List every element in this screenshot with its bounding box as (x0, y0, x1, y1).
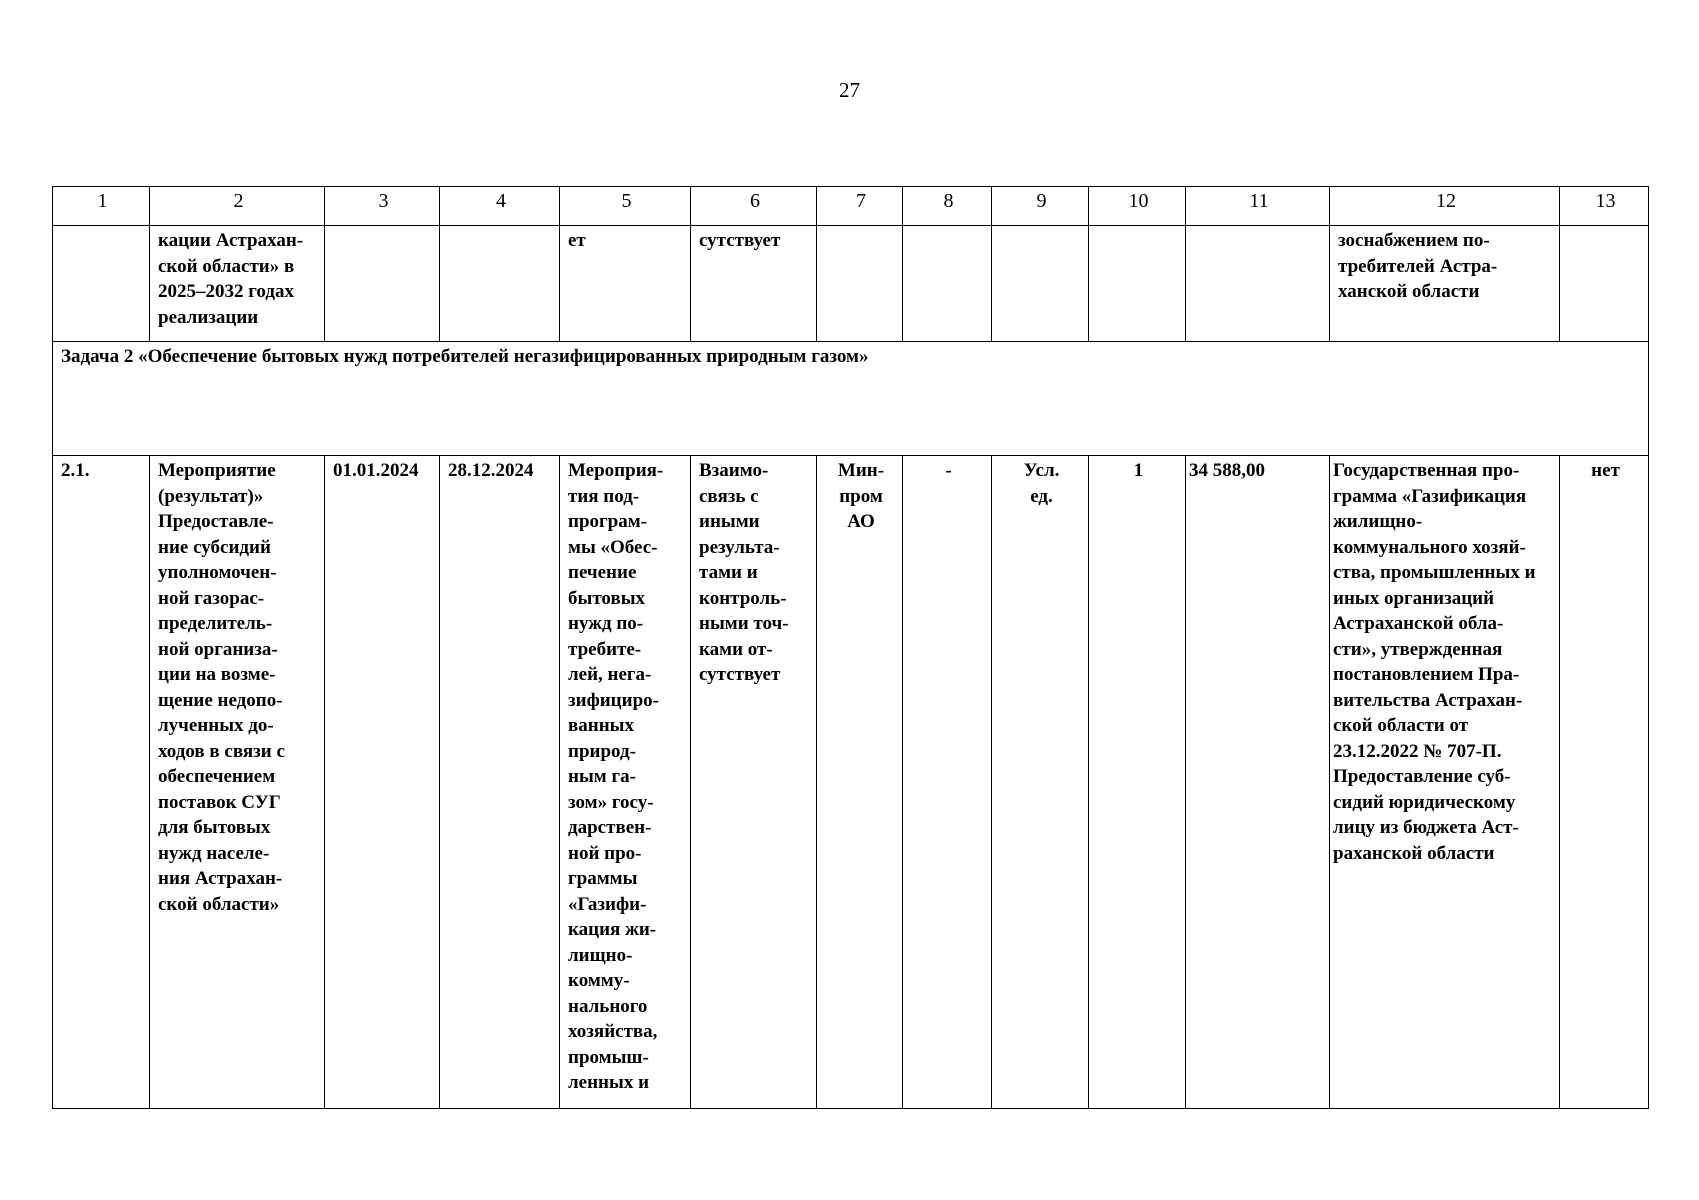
column-header: 11 (1186, 187, 1330, 226)
table-cell (1186, 226, 1330, 342)
table-cell (1330, 456, 1560, 1109)
table-cell (992, 226, 1089, 342)
cell-text: 28.12.2024 (448, 460, 534, 481)
value-cell (1089, 456, 1186, 1109)
column-header: 5 (560, 187, 691, 226)
cell-text: 34 588,00 (1189, 460, 1265, 481)
end-date-cell (440, 456, 560, 1109)
unit-cell (992, 456, 1089, 1109)
table-cell (560, 456, 691, 1109)
table-cell (1560, 226, 1649, 342)
column-header: 2 (150, 187, 325, 226)
cell-text: кации Астрахан- ской области» в 2025–2032 годах реализации (158, 230, 304, 328)
table-cell (903, 456, 992, 1109)
start-date-cell (325, 456, 440, 1109)
measure-name-cell (150, 456, 325, 1109)
cell-text: 01.01.2024 (333, 460, 419, 481)
column-header: 9 (992, 187, 1089, 226)
table-row (53, 456, 1649, 1109)
cell-text: нет (1591, 460, 1620, 481)
table-cell (1089, 226, 1186, 342)
table-cell (440, 226, 560, 342)
column-header: 3 (325, 187, 440, 226)
cell-text: Взаимо- связь с иными результа- тами и контроль- ными точ- ками от- сутствует (699, 460, 789, 685)
cell-text: Государственная про- грамма «Газификация жилищно- коммунального хозяй- ства, промышленных и иных организаций Астраханской обла- сти», утвержденная постановлением Пра- вительства Астрахан- ской области от 23.12.2022 № 707-П. Предоставление суб- сидий юридическому лицу из бюджета Аст- раханской области (1333, 460, 1536, 864)
row-number-cell (53, 456, 150, 1109)
task-heading: Задача 2 «Обеспечение бытовых нужд потребителей негазифицированных природным газом» (53, 342, 1649, 456)
cell-text: Усл. ед. (1023, 460, 1060, 507)
column-header: 13 (1560, 187, 1649, 226)
task-row (53, 342, 1649, 456)
table-cell (150, 226, 325, 342)
table-cell (53, 226, 150, 342)
cell-text: Мероприятие (результат)» Предоставле- ние субсидий уполномочен- ной газорас- пределитель- ной организа- ции на возме- щение недопо- лученных до- ходов в связи с обеспечением поставок СУГ для бытовых нужд населе- ния Астрахан- ской области» (158, 460, 285, 915)
table-cell (325, 226, 440, 342)
column-header: 8 (903, 187, 992, 226)
column-header: 1 (53, 187, 150, 226)
continuation-row (53, 226, 1649, 342)
column-header: 4 (440, 187, 560, 226)
cell-text: - (945, 460, 952, 481)
table-cell (560, 226, 691, 342)
cell-text: ет (568, 230, 586, 251)
cell-text: сутствует (699, 230, 781, 251)
cell-text: 1 (1133, 460, 1144, 481)
table-cell (817, 226, 903, 342)
column-header: 10 (1089, 187, 1186, 226)
table-cell (691, 226, 817, 342)
cell-text: Мероприя- тия под- програм- мы «Обес- печение бытовых нужд по- требите- лей, нега- зифициро- ванных природ- ным га- зом» госу- дарствен- ной про- граммы «Газифи- кация жи- лищно- комму- нального хозяйства, промыш- ленных и (568, 460, 664, 1093)
table-cell (691, 456, 817, 1109)
table-cell (1560, 456, 1649, 1109)
header-row (53, 187, 1649, 226)
column-header: 7 (817, 187, 903, 226)
column-header: 12 (1330, 187, 1560, 226)
page-number: 27 (839, 78, 860, 102)
cell-text: зоснабжением по- требителей Астра- ханской области (1338, 230, 1498, 302)
cell-text: Мин- пром АО (837, 460, 885, 532)
measures-table (52, 186, 1649, 1109)
column-header: 6 (691, 187, 817, 226)
cell-text: 2.1. (61, 460, 90, 481)
responsible-cell (817, 456, 903, 1109)
table-cell (903, 226, 992, 342)
amount-cell (1186, 456, 1330, 1109)
table-cell (1330, 226, 1560, 342)
